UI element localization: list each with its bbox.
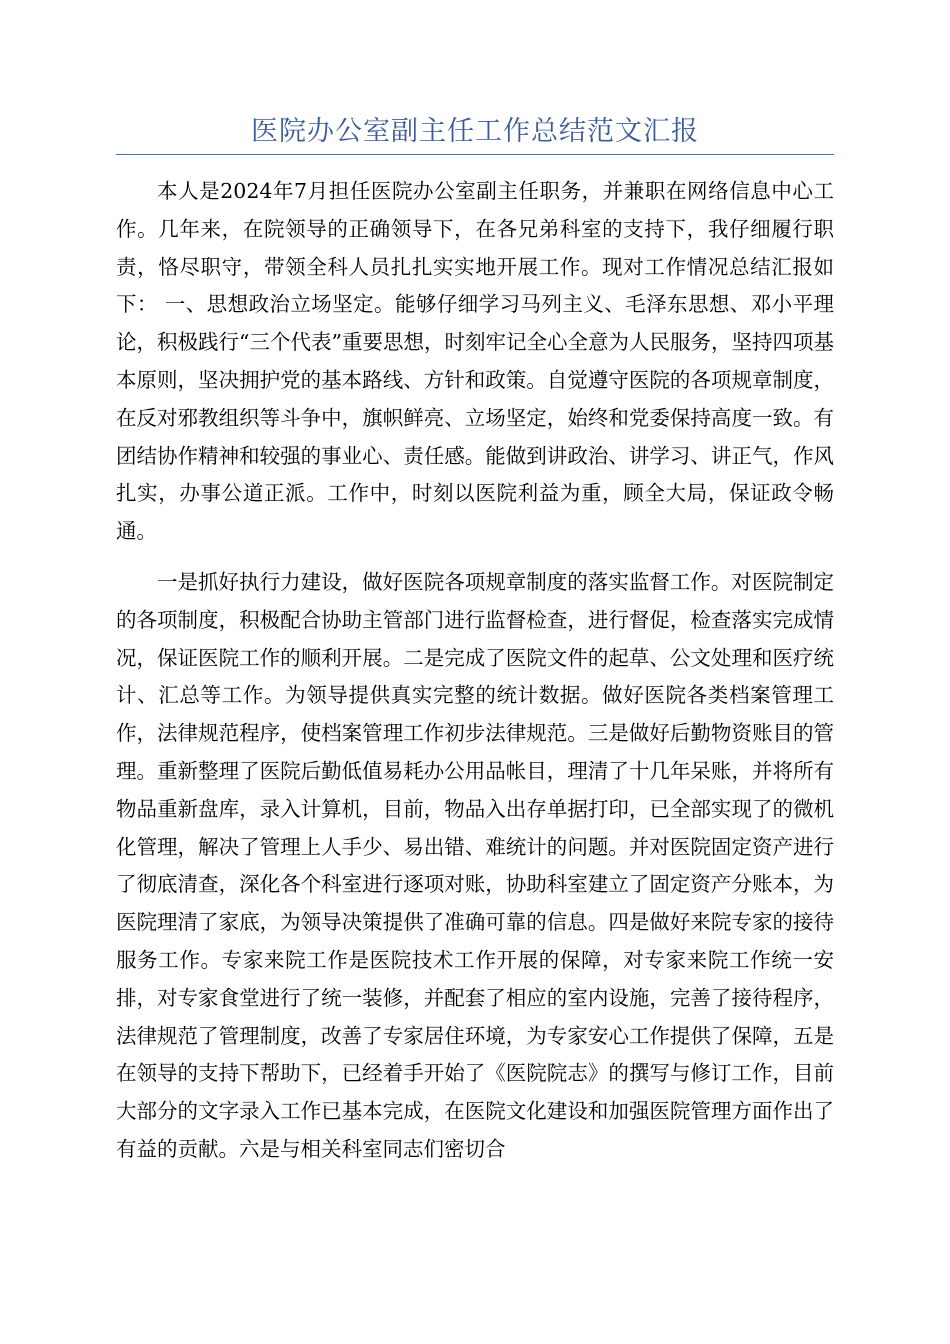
title-underline	[116, 154, 834, 155]
document-body	[116, 173, 834, 1169]
paragraph-1: 本人是2024年7月担任医院办公室副主任职务，并兼职在网络信息中心工作。几年来，在院领导的正确领导下，在各兄弟科室的支持下，我仔细履行职责，恪尽职守，带领全科人员扎扎实实地开展工作。现对工作情况总结汇报如下： 一、思想政治立场坚定。能够仔细学习马列主义、毛泽东思想、邓小平理论，积极践行“三个代表”重要思想，时刻牢记全心全意为人民服务，坚持四项基本原则，坚决拥护党的基本路线、方针和政策。自觉遵守医院的各项规章制度，在反对邪教组织等斗争中，旗帜鲜亮、立场坚定，始终和党委保持高度一致。有团结协作精神和较强的事业心、责任感。能做到讲政治、讲学习、讲正气，作风扎实，办事公道正派。工作中，时刻以医院利益为重，顾全大局，保证政令畅通。	[116, 179, 834, 544]
document-title: 医院办公室副主任工作总结范文汇报	[251, 116, 699, 147]
paragraph-2: 一是抓好执行力建设，做好医院各项规章制度的落实监督工作。对医院制定的各项制度，积极配合协助主管部门进行监督检查，进行督促，检查落实完成情况，保证医院工作的顺利开展。二是完成了医院文件的起草、公文处理和医疗统计、汇总等工作。为领导提供真实完整的统计数据。做好医院各类档案管理工作，法律规范程序，使档案管理工作初步法律规范。三是做好后勤物资账目的管理。重新整理了医院后勤低值易耗办公用品帐目，理清了十几年呆账，并将所有物品重新盘库，录入计算机，目前，物品入出存单据打印，已全部实现了的微机化管理，解决了管理上人手少、易出错、难统计的问题。并对医院固定资产进行了彻底清查，深化各个科室进行逐项对账，协助科室建立了固定资产分账本，为医院理清了家底，为领导决策提供了准确可靠的信息。四是做好来院专家的接待服务工作。专家来院工作是医院技术工作开展的保障，对专家来院工作统一安排，对专家食堂进行了统一装修，并配套了相应的室内设施，完善了接待程序，法律规范了管理制度，改善了专家居住环境，为专家安心工作提供了保障，五是在领导的支持下帮助下，已经着手开始了《医院院志》的撰写与修订工作，目前大部分的文字录入工作已基本完成，在医院文化建设和加强医院管理方面作出了有益的贡献。六是与相关科室同志们密切合	[116, 569, 834, 1161]
